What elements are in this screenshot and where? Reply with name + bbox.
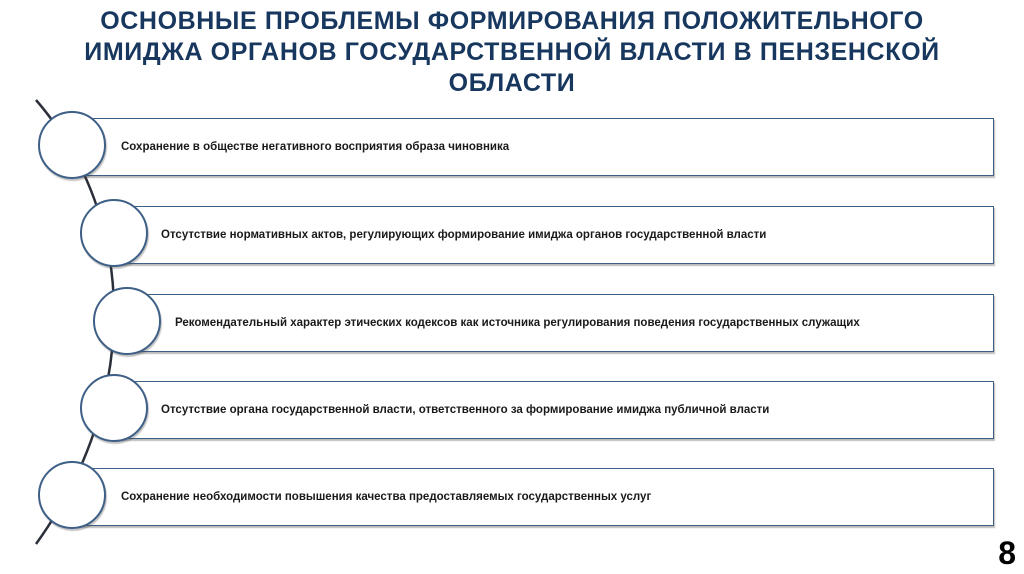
problem-marker-5 [38,461,106,529]
problem-item-text: Отсутствие нормативных актов, регулирующих формирование имиджа органов государственной власти [161,229,767,241]
problem-item-text: Отсутствие органа государственной власти, ответственного за формирование имиджа публичной власти [161,404,770,416]
slide-title: ОСНОВНЫЕ ПРОБЛЕМЫ ФОРМИРОВАНИЯ ПОЛОЖИТЕЛЬНОГО ИМИДЖА ОРГАНОВ ГОСУДАРСТВЕННОЙ ВЛАСТИ В ПЕНЗЕНСКОЙ ОБЛАСТИ [84,7,940,97]
problem-marker-4 [80,374,148,442]
problem-item-3 [132,294,994,352]
problem-item-text: Рекомендательный характер этических кодексов как источника регулирования поведения государственных служащих [175,317,860,329]
problem-item-2 [118,206,994,264]
problem-item-text: Сохранение необходимости повышения качества предоставляемых государственных услуг [121,491,652,503]
problem-item-4 [118,381,994,439]
problem-item-text: Сохранение в обществе негативного восприятия образа чиновника [121,141,510,153]
problem-item-5 [76,468,994,526]
problem-item-1 [76,118,994,176]
page-number: 8 [998,535,1016,571]
problem-marker-2 [80,199,148,267]
problem-marker-1 [38,111,106,179]
problem-marker-3 [93,287,161,355]
